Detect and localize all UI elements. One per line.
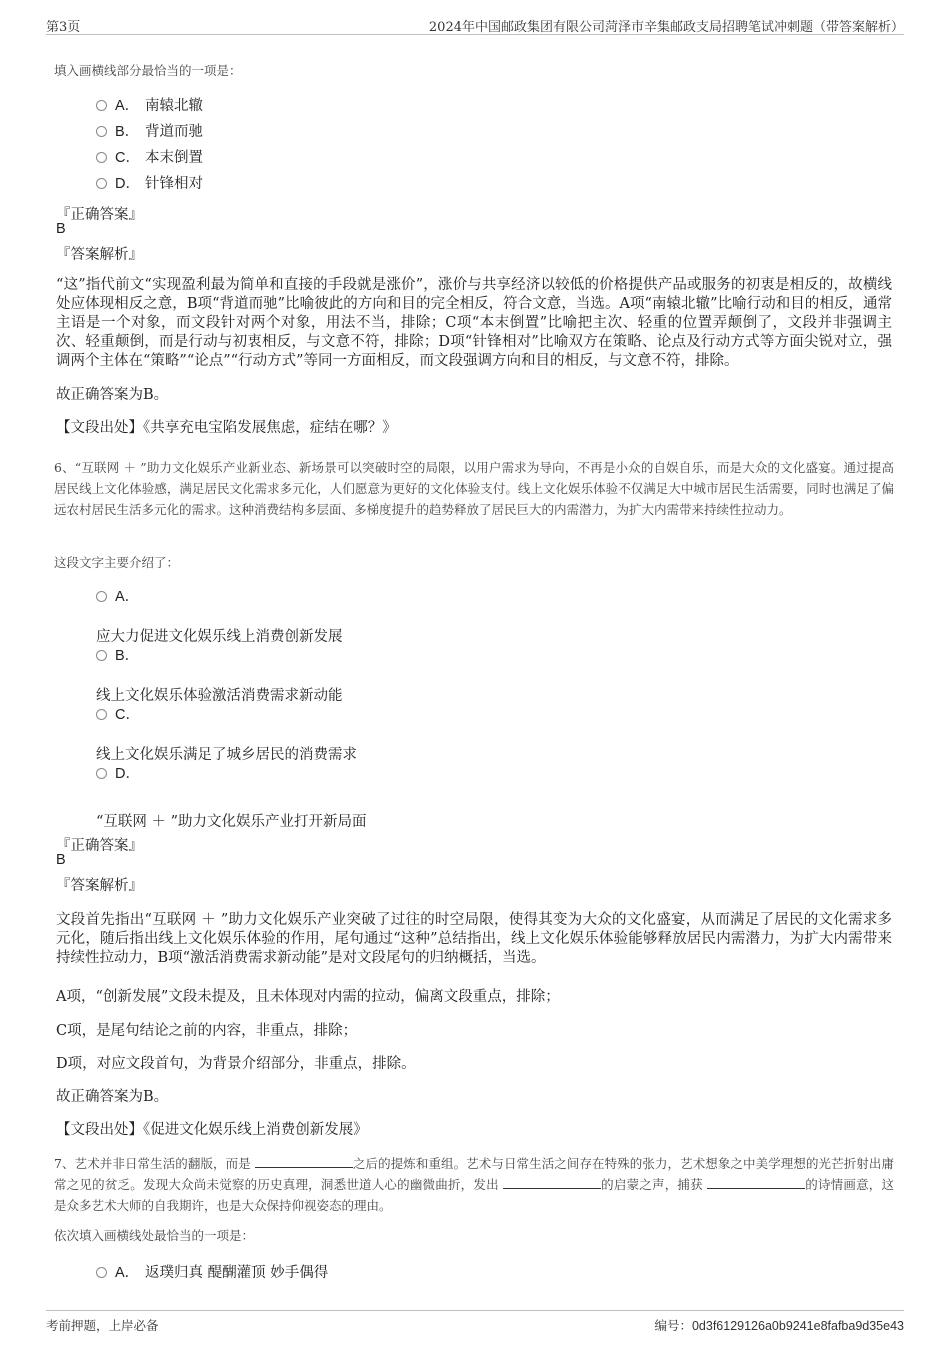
radio-icon[interactable] [96, 709, 107, 720]
q7-stem: 7、艺术并非日常生活的翻版，而是 之后的提炼和重组。艺术与日常生活之间存在特殊的张力，艺术想象之中美学理想的光芒折射出庸常之见的贫乏。发现大众尚未觉察的历史真理，洞悉世道人心的幽微曲折，发出 的启蒙之声，捕获 的诗情画意，这是众多艺术大师的自我期许，也是大众保持仰视姿态的理由。 [54, 1156, 894, 1213]
q6-conclusion: 故正确答案为B。 [56, 1089, 169, 1105]
document-id: 编号：0d3f6129126a0b9241e8fafba9d35e43 [654, 1319, 904, 1333]
radio-icon[interactable] [96, 152, 107, 163]
q6-option-b-text: 线上文化娱乐体验激活消费需求新动能 [96, 688, 343, 704]
q5-option-a[interactable]: A． 南辕北辙 [96, 95, 203, 117]
q6-option-a-text: 应大力促进文化娱乐线上消费创新发展 [96, 629, 343, 645]
q6-option-b[interactable]: B． [96, 645, 145, 667]
radio-icon[interactable] [96, 100, 107, 111]
blank-line-1 [255, 1155, 353, 1168]
q6-option-d-text: “互联网 ＋ ”助力文化娱乐产业打开新局面 [96, 814, 367, 830]
page-header [46, 14, 904, 35]
q5-option-d[interactable]: D． 针锋相对 [96, 173, 203, 195]
q5-option-b[interactable]: B． 背道而驰 [96, 121, 203, 143]
q7-prompt: 依次填入画横线处最恰当的一项是： [54, 1228, 255, 1243]
q5-answer: B [56, 221, 66, 237]
q5-conclusion: 故正确答案为B。 [56, 387, 169, 403]
radio-icon[interactable] [96, 591, 107, 602]
page-number: 第3页 [46, 20, 81, 35]
q6-option-c[interactable]: C． [96, 704, 145, 726]
page-footer [46, 1310, 904, 1333]
blank-line-2 [503, 1176, 601, 1189]
q6-answer-label: 『正确答案』 [56, 838, 143, 854]
q5-analysis: “这”指代前文“实现盈利最为简单和直接的手段就是涨价”，涨价与共享经济以较低的价格提供产品或服务的初衷是相反的，故横线处应体现相反之意，B项“背道而驰”比喻彼此的方向和目的完全相反，符合文意，当选。A项“南辕北辙”比喻行动和目的相反，通常主语是一个对象，而文段针对两个对象，用法不当，排除；C项“本末倒置”比喻把主次、轻重的位置弄颠倒了，文段并非强调主次、轻重颠倒，而是行动与初衷相反，与文意不符，排除；D项“针锋相对”比喻双方在策略、论点及行动方式等方面尖锐对立，强调两个主体在“策略”“论点”“行动方式”等同一方面相反，而文段强调方向和目的相反，与文意不符，排除。 [56, 277, 892, 369]
radio-icon[interactable] [96, 126, 107, 137]
q6-note-d: D项，对应文段首句，为背景介绍部分，非重点，排除。 [56, 1056, 416, 1072]
q7-option-a[interactable]: A． 返璞归真 醍醐灌顶 妙手偶得 [96, 1262, 328, 1284]
radio-icon[interactable] [96, 768, 107, 779]
q6-analysis-label: 『答案解析』 [56, 878, 143, 894]
q5-option-c[interactable]: C． 本末倒置 [96, 147, 203, 169]
document-title: 2024年中国邮政集团有限公司菏泽市辛集邮政支局招聘笔试冲刺题（带答案解析） [428, 20, 904, 35]
radio-icon[interactable] [96, 650, 107, 661]
q5-source: 【文段出处】《共享充电宝陷发展焦虑，症结在哪？》 [56, 420, 397, 436]
q6-note-c: C项，是尾句结论之前的内容，非重点，排除； [56, 1023, 358, 1039]
q6-option-a[interactable]: A． [96, 586, 145, 608]
footer-slogan: 考前押题，上岸必备 [46, 1318, 159, 1333]
q5-answer-label: 『正确答案』 [56, 207, 143, 223]
q6-note-a: A项，“创新发展”文段未提及，且未体现对内需的拉动，偏离文段重点，排除； [56, 989, 560, 1005]
radio-icon[interactable] [96, 1267, 107, 1278]
q5-prompt: 填入画横线部分最恰当的一项是： [54, 63, 242, 78]
q6-source: 【文段出处】《促进文化娱乐线上消费创新发展》 [56, 1122, 368, 1138]
q6-answer: B [56, 852, 66, 868]
radio-icon[interactable] [96, 178, 107, 189]
q6-prompt: 这段文字主要介绍了： [54, 555, 180, 570]
blank-line-3 [707, 1176, 805, 1189]
q6-option-c-text: 线上文化娱乐满足了城乡居民的消费需求 [96, 747, 357, 763]
q6-option-d[interactable]: D． [96, 763, 145, 785]
q5-analysis-label: 『答案解析』 [56, 247, 143, 263]
q6-analysis: 文段首先指出“互联网 ＋ ”助力文化娱乐产业突破了过往的时空局限，使得其变为大众的文化盛宴，从而满足了居民的文化需求多元化，随后指出线上文化娱乐体验的作用，尾句通过“这种”总结指出，线上文化娱乐体验能够释放居民内需潜力，为扩大内需带来持续性拉动力，B项“激活消费需求新动能”是对文段尾句的归纳概括，当选。 [56, 912, 892, 966]
q6-stem: 6、“互联网 ＋ ”助力文化娱乐产业新业态、新场景可以突破时空的局限，以用户需求为导向，不再是小众的自娱自乐，而是大众的文化盛宴。通过提高居民线上文化体验感，满足居民文化需求多元化，人们愿意为更好的文化体验支付。线上文化娱乐体验不仅满足大中城市居民生活需要，同时也满足了偏远农村居民生活多元化的需求。这种消费结构多层面、多梯度提升的趋势释放了居民巨大的内需潜力，为扩大内需带来持续性拉动力。 [54, 460, 894, 517]
